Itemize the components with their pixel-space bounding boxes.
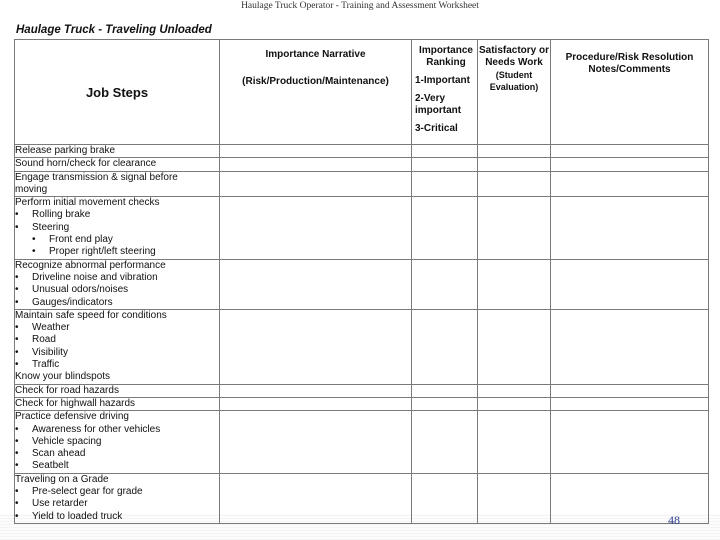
document-title: Haulage Truck Operator - Training and Assessment Worksheet bbox=[241, 1, 479, 11]
satisfactory-cell[interactable] bbox=[478, 158, 551, 171]
importance-narrative-cell[interactable] bbox=[220, 411, 412, 473]
importance-narrative-cell[interactable] bbox=[220, 397, 412, 410]
job-step-cell bbox=[15, 145, 220, 158]
job-step-text: Recognize abnormal performance bbox=[15, 259, 166, 271]
satisfactory-cell[interactable] bbox=[478, 473, 551, 523]
importance-narrative-cell[interactable] bbox=[220, 171, 412, 197]
satisfactory-cell[interactable] bbox=[478, 384, 551, 397]
job-step-text: Practice defensive driving bbox=[15, 411, 129, 423]
procedure-notes-cell[interactable] bbox=[551, 384, 709, 397]
job-step-bullet: • Front end play bbox=[15, 234, 219, 246]
procedure-notes-cell[interactable] bbox=[551, 158, 709, 171]
job-step-bullet: • Yield to loaded truck bbox=[15, 511, 219, 523]
importance-ranking-cell[interactable] bbox=[412, 197, 478, 259]
header-narrative-title: Importance Narrative bbox=[265, 49, 366, 60]
importance-ranking-cell[interactable] bbox=[412, 259, 478, 309]
satisfactory-cell[interactable] bbox=[478, 397, 551, 410]
job-step-text: Engage transmission & signal before bbox=[15, 171, 178, 183]
job-step-cell bbox=[15, 309, 220, 384]
job-step-bullet: • Gauges/indicators bbox=[15, 297, 219, 309]
header-ranking-title: Importance Ranking bbox=[419, 45, 473, 68]
job-step-bullet: • Unusual odors/noises bbox=[15, 284, 219, 296]
job-step-cell bbox=[15, 259, 220, 309]
table-row bbox=[15, 197, 709, 259]
satisfactory-cell[interactable] bbox=[478, 411, 551, 473]
header-narrative-sub: (Risk/Production/Maintenance) bbox=[242, 76, 389, 87]
job-step-bullet: • Visibility bbox=[15, 347, 219, 359]
table-row bbox=[15, 259, 709, 309]
job-step-bullet: • Weather bbox=[15, 322, 219, 334]
header-importance-narrative bbox=[220, 40, 412, 145]
procedure-notes-cell[interactable] bbox=[551, 259, 709, 309]
table-row bbox=[15, 397, 709, 410]
job-step-text: Check for road hazards bbox=[15, 384, 119, 396]
job-steps-body bbox=[15, 145, 709, 524]
header-row bbox=[15, 40, 709, 145]
job-step-bullet: • Proper right/left steering bbox=[15, 246, 219, 258]
job-step-text: Perform initial movement checks bbox=[15, 197, 160, 209]
satisfactory-cell[interactable] bbox=[478, 259, 551, 309]
importance-ranking-cell[interactable] bbox=[412, 384, 478, 397]
table-row bbox=[15, 171, 709, 197]
job-step-bullet: • Road bbox=[15, 334, 219, 346]
satisfactory-cell[interactable] bbox=[478, 309, 551, 384]
procedure-notes-cell[interactable] bbox=[551, 171, 709, 197]
importance-ranking-cell[interactable] bbox=[412, 397, 478, 410]
importance-ranking-cell[interactable] bbox=[412, 145, 478, 158]
table-row bbox=[15, 309, 709, 384]
importance-narrative-cell[interactable] bbox=[220, 259, 412, 309]
job-step-bullet: • Driveline noise and vibration bbox=[15, 272, 219, 284]
job-step-text: Sound horn/check for clearance bbox=[15, 158, 157, 170]
job-step-bullet: • Traffic bbox=[15, 359, 219, 371]
section-title: Haulage Truck - Traveling Unloaded bbox=[16, 24, 212, 36]
importance-narrative-cell[interactable] bbox=[220, 145, 412, 158]
importance-narrative-cell[interactable] bbox=[220, 197, 412, 259]
page-number: 48 bbox=[668, 513, 680, 527]
satisfactory-cell[interactable] bbox=[478, 145, 551, 158]
job-step-cell bbox=[15, 384, 220, 397]
job-step-bullet: • Scan ahead bbox=[15, 448, 219, 460]
job-step-bullet: • Steering bbox=[15, 222, 219, 234]
table-row bbox=[15, 411, 709, 473]
header-rank-2: 2-Very important bbox=[415, 93, 462, 116]
satisfactory-cell[interactable] bbox=[478, 197, 551, 259]
procedure-notes-cell[interactable] bbox=[551, 145, 709, 158]
procedure-notes-cell[interactable] bbox=[551, 473, 709, 523]
procedure-notes-cell[interactable] bbox=[551, 197, 709, 259]
header-sat-sub: (Student Evaluation) bbox=[489, 70, 539, 92]
header-job-steps: Job Steps bbox=[15, 40, 220, 145]
table-row bbox=[15, 145, 709, 158]
job-step-bullet: • Seatbelt bbox=[15, 460, 219, 472]
header-procedure-notes: Procedure/Risk Resolution Notes/Comments bbox=[551, 40, 709, 145]
job-step-text: Traveling on a Grade bbox=[15, 473, 109, 485]
table-row bbox=[15, 384, 709, 397]
header-rank-1: 1-Important bbox=[415, 75, 470, 86]
job-step-cell bbox=[15, 158, 220, 171]
job-step-cell bbox=[15, 411, 220, 473]
procedure-notes-cell[interactable] bbox=[551, 309, 709, 384]
importance-ranking-cell[interactable] bbox=[412, 171, 478, 197]
importance-ranking-cell[interactable] bbox=[412, 309, 478, 384]
job-step-bullet: • Use retarder bbox=[15, 498, 219, 510]
procedure-notes-cell[interactable] bbox=[551, 411, 709, 473]
importance-ranking-cell[interactable] bbox=[412, 158, 478, 171]
job-step-text: Know your blindspots bbox=[15, 371, 111, 383]
importance-narrative-cell[interactable] bbox=[220, 158, 412, 171]
header-rank-3: 3-Critical bbox=[415, 123, 458, 134]
header-importance-ranking bbox=[412, 40, 478, 145]
job-step-cell bbox=[15, 197, 220, 259]
importance-ranking-cell[interactable] bbox=[412, 473, 478, 523]
importance-narrative-cell[interactable] bbox=[220, 384, 412, 397]
importance-ranking-cell[interactable] bbox=[412, 411, 478, 473]
job-step-bullet: • Vehicle spacing bbox=[15, 436, 219, 448]
importance-narrative-cell[interactable] bbox=[220, 309, 412, 384]
worksheet-table bbox=[14, 39, 709, 524]
header-satisfactory bbox=[478, 40, 551, 145]
procedure-notes-cell[interactable] bbox=[551, 397, 709, 410]
table-row bbox=[15, 473, 709, 523]
importance-narrative-cell[interactable] bbox=[220, 473, 412, 523]
job-step-cell bbox=[15, 473, 220, 523]
job-step-cell bbox=[15, 171, 220, 197]
job-step-bullet: • Pre-select gear for grade bbox=[15, 486, 219, 498]
job-step-text: Release parking brake bbox=[15, 145, 116, 156]
job-step-text: Maintain safe speed for conditions bbox=[15, 309, 167, 321]
header-sat-title: Satisfactory or Needs Work bbox=[478, 45, 550, 68]
job-step-text: moving bbox=[15, 183, 48, 195]
job-step-bullet: • Rolling brake bbox=[15, 209, 219, 221]
table-row bbox=[15, 158, 709, 171]
satisfactory-cell[interactable] bbox=[478, 171, 551, 197]
job-step-text: Check for highwall hazards bbox=[15, 397, 136, 409]
job-step-bullet: • Awareness for other vehicles bbox=[15, 424, 219, 436]
job-step-cell bbox=[15, 397, 220, 410]
